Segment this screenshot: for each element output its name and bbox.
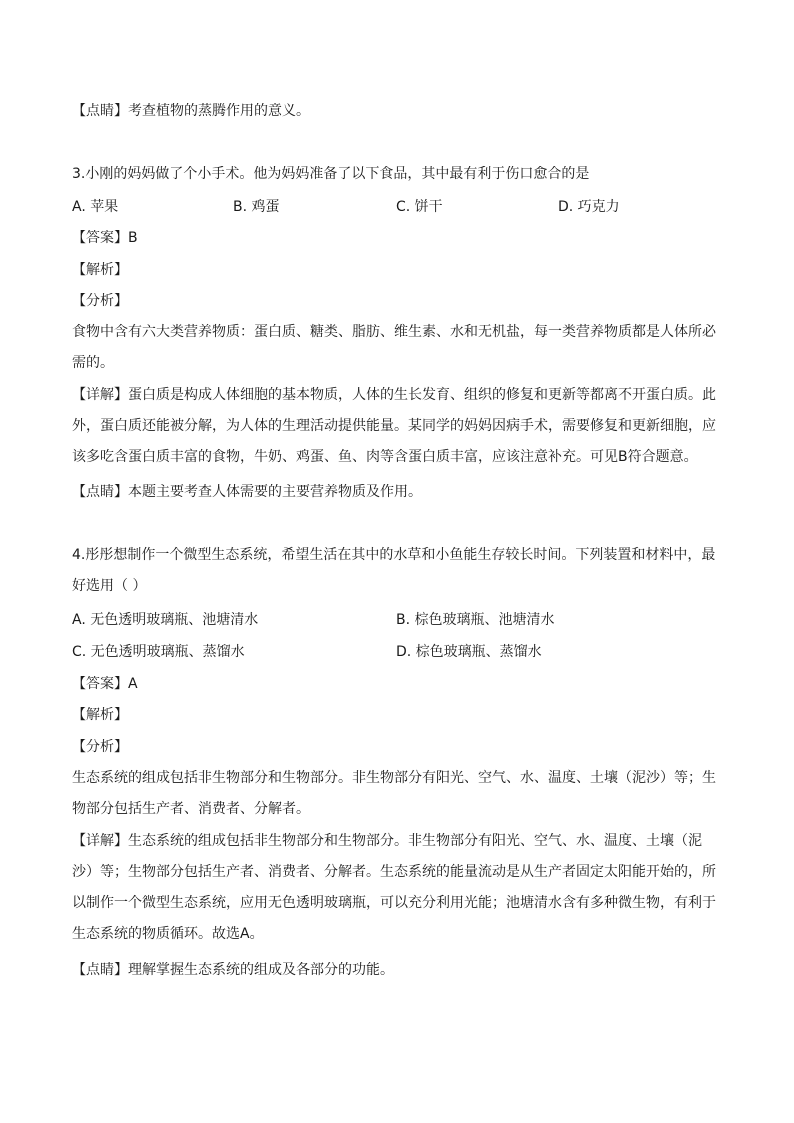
q4-stem: 4.彤彤想制作一个微型生态系统，希望生活在其中的水草和小鱼能生存较长时间。下列装置和材料中，最好选用（ ） [72,547,716,594]
q3-fenxi-heading: 【分析】 [72,293,128,309]
q3-stem: 3.小刚的妈妈做了个小手术。他为妈妈准备了以下食品，其中最有利于伤口愈合的是 [72,166,590,182]
q4-option-c: C. 无色透明玻璃瓶、蒸馏水 [72,644,245,660]
q3-dianjing: 【点睛】本题主要考查人体需要的主要营养物质及作用。 [72,484,422,500]
q4-xiangjie: 【详解】生态系统的组成包括非生物部分和生物部分。非生物部分有阳光、空气、水、温度、土壤（泥沙）等；生物部分包括生产者、消费者、分解者。生态系统的能量流动是从生产者固定太阳能开始的，所以制作一个微型生态系统，应用无色透明玻璃瓶，可以充分利用光能；池塘清水含有多种微生物，有利于生态系统的物质循环。故选A。 [72,833,716,942]
q3-fenxi-text: 食物中含有六大类营养物质：蛋白质、糖类、脂肪、维生素、水和无机盐，每一类营养物质都是人体所必需的。 [72,324,716,371]
q4-option-b: B. 棕色玻璃瓶、池塘清水 [396,612,555,628]
q4-fenxi-text: 生态系统的组成包括非生物部分和生物部分。非生物部分有阳光、空气、水、温度、土壤（泥沙）等；生物部分包括生产者、消费者、分解者。 [72,770,716,817]
q4-jiexi-heading: 【解析】 [72,707,128,723]
q4-option-a: A. 无色透明玻璃瓶、池塘清水 [72,612,259,628]
q3-option-b: B. 鸡蛋 [233,199,280,215]
q3-answer: 【答案】B [72,230,138,246]
q4-dianjing: 【点睛】理解掌握生态系统的组成及各部分的功能。 [72,962,394,978]
q3-option-d: D. 巧克力 [558,199,620,215]
q3-jiexi-heading: 【解析】 [72,262,128,278]
q4-answer: 【答案】A [72,676,138,692]
q4-option-d: D. 棕色玻璃瓶、蒸馏水 [396,644,542,660]
q3-option-a: A. 苹果 [72,199,119,215]
q4-fenxi-heading: 【分析】 [72,739,128,755]
prev-dianjing: 【点睛】考查植物的蒸腾作用的意义。 [72,103,310,119]
q3-xiangjie: 【详解】蛋白质是构成人体细胞的基本物质，人体的生长发育、组织的修复和更新等都离不开蛋白质。此外，蛋白质还能被分解，为人体的生理活动提供能量。某同学的妈妈因病手术，需要修复和更新细胞，应该多吃含蛋白质丰富的食物，牛奶、鸡蛋、鱼、肉等含蛋白质丰富，应该注意补充。可见B符合题意。 [72,387,716,465]
q3-option-c: C. 饼干 [396,199,443,215]
